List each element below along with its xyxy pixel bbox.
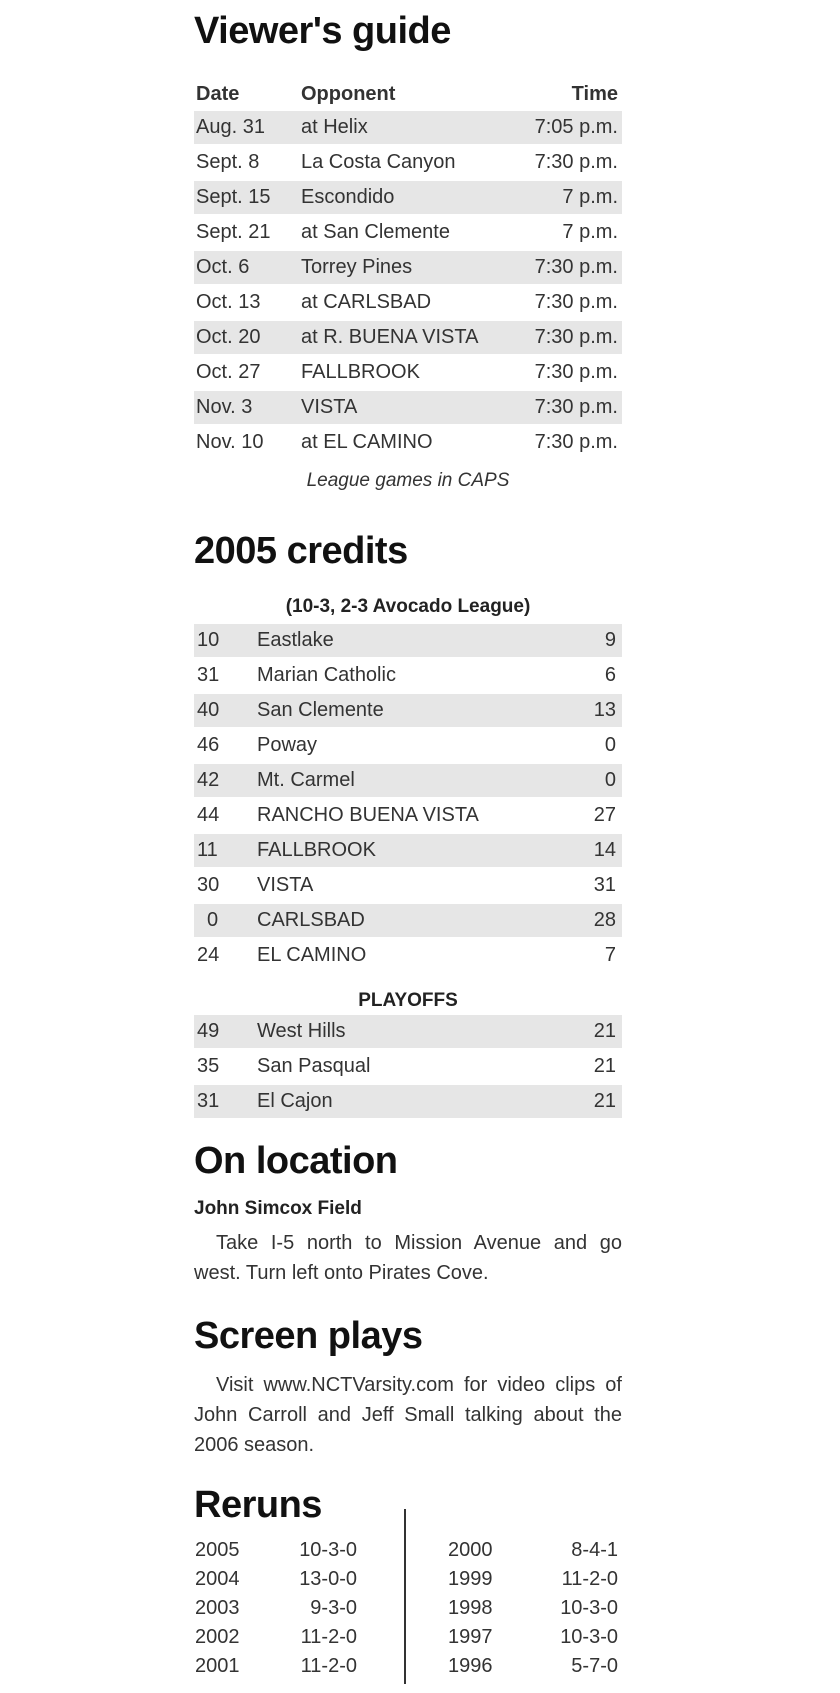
game-time: 7:30 p.m. xyxy=(534,256,618,278)
schedule-row xyxy=(194,251,622,284)
result-row xyxy=(194,764,622,797)
game-date: Oct. 20 xyxy=(196,326,261,348)
game-date: Sept. 8 xyxy=(196,151,260,173)
rerun-year: 2002 xyxy=(195,1626,240,1648)
rerun-year: 1999 xyxy=(448,1568,493,1590)
game-time: 7:05 p.m. xyxy=(534,116,618,138)
playoff-row xyxy=(194,1050,622,1083)
points-scored: 40 xyxy=(197,699,220,721)
schedule-row xyxy=(194,391,622,424)
game-date: Sept. 21 xyxy=(196,221,271,243)
result-row xyxy=(194,939,622,972)
rerun-year: 2005 xyxy=(195,1539,240,1561)
game-opponent: La Costa Canyon xyxy=(301,151,456,173)
schedule-row xyxy=(194,321,622,354)
opponent-team: Poway xyxy=(257,734,318,756)
game-date: Nov. 10 xyxy=(196,431,264,453)
rerun-row xyxy=(448,1652,618,1681)
game-time: 7:30 p.m. xyxy=(534,361,618,383)
game-time: 7:30 p.m. xyxy=(534,396,618,418)
rerun-record: 10-3-0 xyxy=(560,1626,618,1648)
game-opponent: at Helix xyxy=(301,116,368,138)
points-scored: 35 xyxy=(197,1055,220,1077)
league-games-note: League games in CAPS xyxy=(306,470,510,491)
game-date: Nov. 3 xyxy=(196,396,253,418)
rerun-record: 11-2-0 xyxy=(561,1568,618,1590)
points-allowed: 0 xyxy=(604,734,616,756)
rerun-year: 1997 xyxy=(448,1626,493,1648)
points-scored: 11 xyxy=(197,839,218,861)
points-scored: 31 xyxy=(197,664,220,686)
schedule-row xyxy=(194,146,622,179)
rerun-year: 2004 xyxy=(195,1568,240,1590)
rerun-record: 11-2-0 xyxy=(300,1655,357,1677)
schedule-row xyxy=(194,426,622,459)
game-opponent: at EL CAMINO xyxy=(301,431,433,453)
screen-plays-title: Screen plays xyxy=(194,1315,423,1357)
points-scored: 24 xyxy=(197,944,220,966)
points-allowed: 27 xyxy=(593,804,616,826)
on-location-title: On location xyxy=(194,1140,398,1182)
game-date: Oct. 27 xyxy=(196,361,261,383)
points-allowed: 9 xyxy=(604,629,616,651)
rerun-year: 1996 xyxy=(448,1655,493,1677)
game-date: Sept. 15 xyxy=(196,186,271,208)
rerun-row xyxy=(195,1623,357,1652)
game-date: Oct. 13 xyxy=(196,291,261,313)
reruns-title: Reruns xyxy=(194,1484,322,1526)
rerun-row xyxy=(448,1623,618,1652)
game-opponent: at San Clemente xyxy=(301,221,450,243)
points-allowed: 28 xyxy=(593,909,616,931)
points-allowed: 7 xyxy=(604,944,616,966)
rerun-year: 2003 xyxy=(195,1597,240,1619)
playoffs-label: PLAYOFFS xyxy=(358,990,458,1011)
season-record: (10-3, 2-3 Avocado League) xyxy=(285,596,531,617)
rerun-row xyxy=(448,1565,618,1594)
points-scored: 0 xyxy=(207,909,219,931)
schedule-header-row xyxy=(194,78,622,111)
rerun-year: 2001 xyxy=(195,1655,240,1677)
points-allowed: 21 xyxy=(593,1020,616,1042)
opponent-team: CARLSBAD xyxy=(257,909,365,931)
viewers-guide-title: Viewer's guide xyxy=(194,10,451,52)
game-date: Aug. 31 xyxy=(196,116,265,138)
venue-name: John Simcox Field xyxy=(194,1198,362,1219)
rerun-year: 2000 xyxy=(448,1539,493,1561)
schedule-row xyxy=(194,356,622,389)
opponent-team: Marian Catholic xyxy=(257,664,396,686)
screen-plays-text: Visit www.NCTVarsity.com for video clips of John Carroll and Jeff Small talking about the 2006 season. xyxy=(194,1374,622,1456)
reruns-divider xyxy=(404,1509,406,1684)
credits-title: 2005 credits xyxy=(194,530,408,572)
result-row xyxy=(194,659,622,692)
game-time: 7:30 p.m. xyxy=(534,151,618,173)
schedule-row xyxy=(194,181,622,214)
result-row xyxy=(194,834,622,867)
result-row xyxy=(194,799,622,832)
game-opponent: FALLBROOK xyxy=(301,361,420,383)
rerun-row xyxy=(448,1594,618,1623)
points-scored: 49 xyxy=(197,1020,220,1042)
header-opponent: Opponent xyxy=(301,83,396,105)
rerun-year: 1998 xyxy=(448,1597,493,1619)
game-time: 7 p.m. xyxy=(562,186,618,208)
game-opponent: Torrey Pines xyxy=(301,256,413,278)
schedule-row xyxy=(194,111,622,144)
opponent-team: West Hills xyxy=(257,1020,346,1042)
rerun-row xyxy=(195,1536,357,1565)
game-opponent: at R. BUENA VISTA xyxy=(301,326,479,348)
points-scored: 42 xyxy=(197,769,220,791)
points-scored: 46 xyxy=(197,734,220,756)
opponent-team: RANCHO BUENA VISTA xyxy=(257,804,479,826)
points-allowed: 6 xyxy=(604,664,616,686)
points-allowed: 31 xyxy=(593,874,616,896)
game-time: 7:30 p.m. xyxy=(534,291,618,313)
schedule-row xyxy=(194,286,622,319)
rerun-row xyxy=(195,1652,357,1681)
rerun-row xyxy=(195,1594,357,1623)
points-allowed: 21 xyxy=(593,1090,616,1112)
rerun-record: 9-3-0 xyxy=(310,1597,357,1619)
result-row xyxy=(194,869,622,902)
game-opponent: VISTA xyxy=(301,396,358,418)
rerun-record: 13-0-0 xyxy=(299,1568,357,1590)
playoff-row xyxy=(194,1015,622,1048)
points-scored: 10 xyxy=(197,629,220,651)
result-row xyxy=(194,729,622,762)
schedule-row xyxy=(194,216,622,249)
result-row xyxy=(194,624,622,657)
opponent-team: FALLBROOK xyxy=(257,839,376,861)
points-allowed: 13 xyxy=(593,699,616,721)
game-time: 7:30 p.m. xyxy=(534,326,618,348)
opponent-team: San Clemente xyxy=(257,699,384,721)
opponent-team: El Cajon xyxy=(257,1090,333,1112)
game-opponent: Escondido xyxy=(301,186,395,208)
opponent-team: San Pasqual xyxy=(257,1055,371,1077)
game-time: 7 p.m. xyxy=(562,221,618,243)
game-opponent: at CARLSBAD xyxy=(301,291,432,313)
points-allowed: 14 xyxy=(593,839,616,861)
points-scored: 31 xyxy=(197,1090,220,1112)
points-allowed: 21 xyxy=(593,1055,616,1077)
playoff-row xyxy=(194,1085,622,1118)
opponent-team: EL CAMINO xyxy=(257,944,367,966)
rerun-record: 11-2-0 xyxy=(300,1626,357,1648)
rerun-record: 5-7-0 xyxy=(571,1655,618,1677)
header-time: Time xyxy=(571,83,618,105)
opponent-team: Eastlake xyxy=(257,629,334,651)
rerun-record: 10-3-0 xyxy=(560,1597,618,1619)
points-scored: 44 xyxy=(197,804,220,826)
opponent-team: Mt. Carmel xyxy=(257,769,355,791)
rerun-record: 10-3-0 xyxy=(299,1539,357,1561)
result-row xyxy=(194,904,622,937)
rerun-row xyxy=(195,1565,357,1594)
game-date: Oct. 6 xyxy=(196,256,250,278)
rerun-row xyxy=(448,1536,618,1565)
header-date: Date xyxy=(196,83,240,105)
opponent-team: VISTA xyxy=(257,874,314,896)
rerun-record: 8-4-1 xyxy=(571,1539,618,1561)
points-scored: 30 xyxy=(197,874,220,896)
result-row xyxy=(194,694,622,727)
points-allowed: 0 xyxy=(604,769,616,791)
directions-text: Take I-5 north to Mission Avenue and go west. Turn left onto Pirates Cove. xyxy=(194,1232,622,1284)
game-time: 7:30 p.m. xyxy=(534,431,618,453)
